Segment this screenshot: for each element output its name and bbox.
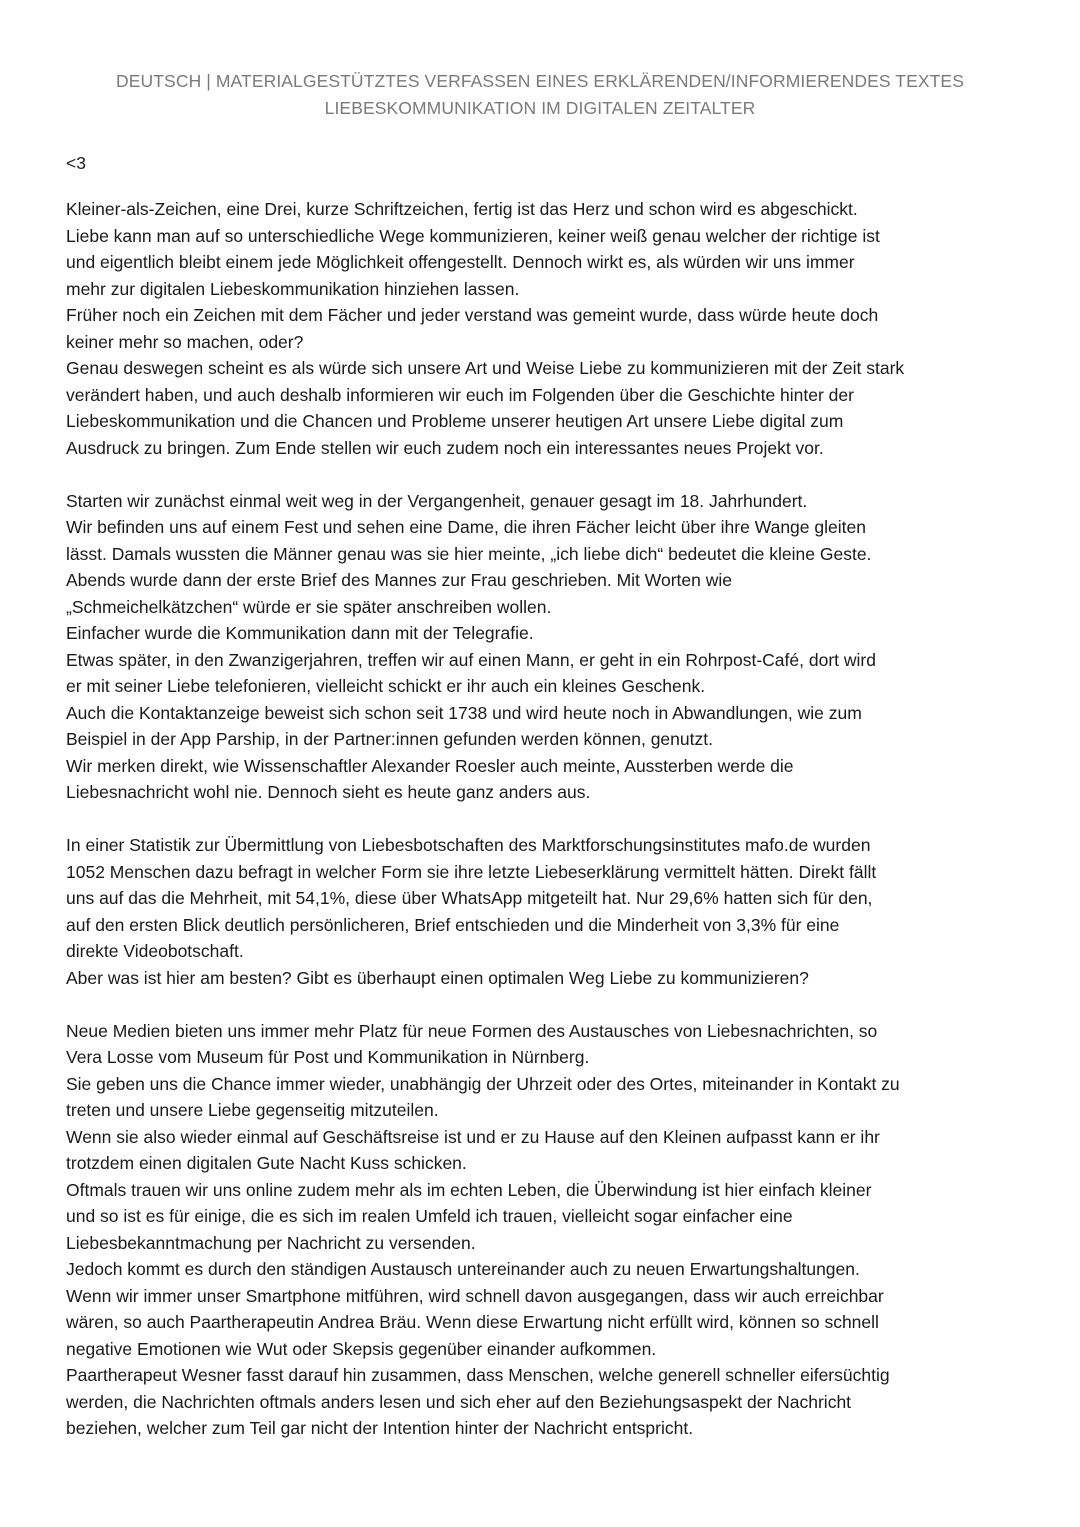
text-line: mehr zur digitalen Liebeskommunikation hinziehen lassen. (66, 278, 520, 299)
paragraph (66, 1018, 1026, 1442)
text-line: Genau deswegen scheint es als würde sich unsere Art und Weise Liebe zu kommunizieren mit der Zeit stark (66, 358, 905, 378)
text-line: Starten wir zunächst einmal weit weg in der Vergangenheit, genauer gesagt im 18. Jahrhundert. (66, 490, 808, 511)
text-line: auf den ersten Blick deutlich persönlicheren, Brief entschieden und die Minderheit von 3,3% für eine (66, 914, 840, 935)
body-text (66, 196, 1026, 1468)
text-line: Wir merken direkt, wie Wissenschaftler Alexander Roesler auch meinte, Aussterben werde die (66, 755, 794, 776)
text-line: Aber was ist hier am besten? Gibt es überhaupt einen optimalen Weg Liebe zu kommunizieren? (66, 967, 809, 988)
text-line: Sie geben uns die Chance immer wieder, unabhängig der Uhrzeit oder des Ortes, miteinander in Kontakt zu (66, 1073, 900, 1094)
text-line: Neue Medien bieten uns immer mehr Platz für neue Formen des Austausches von Liebesnachrichten, so (66, 1020, 878, 1041)
text-line: Einfacher wurde die Kommunikation dann mit der Telegrafie. (66, 623, 534, 643)
text-line: direkte Videobotschaft. (66, 941, 244, 961)
text-line: Wenn wir immer unser Smartphone mitführen, wird schnell davon ausgegangen, dass wir auch erreichbar (66, 1285, 884, 1306)
text-line: „Schmeichelkätzchen“ würde er sie später anschreiben wollen. (66, 596, 552, 617)
text-line: negative Emotionen wie Wut oder Skepsis gegenüber einander aufkommen. (66, 1338, 657, 1359)
text-line: trotzdem einen digitalen Gute Nacht Kuss schicken. (66, 1153, 467, 1173)
text-line: Wenn sie also wieder einmal auf Geschäftsreise ist und er zu Hause auf den Kleinen aufpasst kann er ihr (66, 1126, 880, 1147)
header-subject-line: DEUTSCH | MATERIALGESTÜTZTES VERFASSEN EINES ERKLÄRENDEN/INFORMIERENDES TEXTES (116, 71, 964, 91)
text-line: Beispiel in der App Parship, in der Partner:innen gefunden werden können, genutzt. (66, 729, 713, 749)
text-line: In einer Statistik zur Übermittlung von Liebesbotschaften des Marktforschungsinstitutes mafo.de wurden (66, 835, 871, 855)
header-topic-line: LIEBESKOMMUNIKATION IM DIGITALEN ZEITALTER (324, 98, 756, 118)
text-line: Etwas später, in den Zwanzigerjahren, treffen wir auf einen Mann, er geht in ein Rohrpost-Café, dort wird (66, 649, 876, 670)
text-line: er mit seiner Liebe telefonieren, vielleicht schickt er ihr auch ein kleines Geschenk. (66, 676, 706, 696)
text-line: 1052 Menschen dazu befragt in welcher Form sie ihre letzte Liebeserklärung vermittelt hätten. Direkt fällt (66, 861, 877, 882)
text-line: werden, die Nachrichten oftmals anders lesen und sich eher auf den Beziehungsaspekt der Nachricht (66, 1391, 852, 1412)
text-line: und so ist es für einige, die es sich im realen Umfeld ich trauen, vielleicht sogar einfacher eine (66, 1206, 793, 1226)
text-line: Wir befinden uns auf einem Fest und sehen eine Dame, die ihren Fächer leicht über ihre Wange gleiten (66, 517, 866, 537)
page-header (0, 68, 1080, 122)
text-line: beziehen, welcher zum Teil gar nicht der Intention hinter der Nachricht entspricht. (66, 1418, 694, 1438)
text-line: Auch die Kontaktanzeige beweist sich schon seit 1738 und wird heute noch in Abwandlungen, wie zum (66, 702, 862, 723)
text-line: wären, so auch Paartherapeutin Andrea Bräu. Wenn diese Erwartung nicht erfüllt wird, können so schnell (66, 1312, 879, 1332)
text-line: uns auf das die Mehrheit, mit 54,1%, diese über WhatsApp mitgeteilt hat. Nur 29,6% hatten sich für den, (66, 888, 873, 908)
text-line: und eigentlich bleibt einem jede Möglichkeit offengestellt. Dennoch wirkt es, als würden wir uns immer (66, 252, 855, 272)
text-line: Früher noch ein Zeichen mit dem Fächer und jeder verstand was gemeint wurde, dass würde heute doch (66, 305, 879, 325)
text-line: Jedoch kommt es durch den ständigen Austausch untereinander auch zu neuen Erwartungshaltungen. (66, 1259, 860, 1279)
text-line: Liebeskommunikation und die Chancen und Probleme unserer heutigen Art unsere Liebe digital zum (66, 411, 844, 431)
text-line: treten und unsere Liebe gegenseitig mitzuteilen. (66, 1100, 439, 1120)
heart-emoticon: <3 (66, 153, 86, 173)
text-line: Liebe kann man auf so unterschiedliche Wege kommunizieren, keiner weiß genau welcher der richtige ist (66, 225, 880, 246)
text-line: keiner mehr so machen, oder? (66, 331, 304, 352)
text-line: Vera Losse vom Museum für Post und Kommunikation in Nürnberg. (66, 1047, 590, 1067)
paragraph (66, 488, 1026, 806)
paragraph (66, 196, 1026, 461)
text-line: Liebesbekanntmachung per Nachricht zu versenden. (66, 1232, 476, 1253)
text-line: Ausdruck zu bringen. Zum Ende stellen wir euch zudem noch ein interessantes neues Projekt vor. (66, 437, 824, 458)
text-line: verändert haben, und auch deshalb informieren wir euch im Folgenden über die Geschichte hinter der (66, 384, 854, 405)
text-line: Paartherapeut Wesner fasst darauf hin zusammen, dass Menschen, welche generell schneller eifersüchtig (66, 1365, 890, 1385)
paragraph (66, 832, 1026, 991)
text-line: lässt. Damals wussten die Männer genau was sie hier meinte, „ich liebe dich“ bedeutet die kleine Geste. (66, 543, 872, 564)
text-line: Oftmals trauen wir uns online zudem mehr als im echten Leben, die Überwindung ist hier einfach kleiner (66, 1179, 872, 1200)
text-line: Abends wurde dann der erste Brief des Mannes zur Frau geschrieben. Mit Worten wie (66, 570, 732, 590)
text-line: Liebesnachricht wohl nie. Dennoch sieht es heute ganz anders aus. (66, 782, 591, 802)
text-line: Kleiner-als-Zeichen, eine Drei, kurze Schriftzeichen, fertig ist das Herz und schon wird es abgeschickt. (66, 199, 858, 219)
